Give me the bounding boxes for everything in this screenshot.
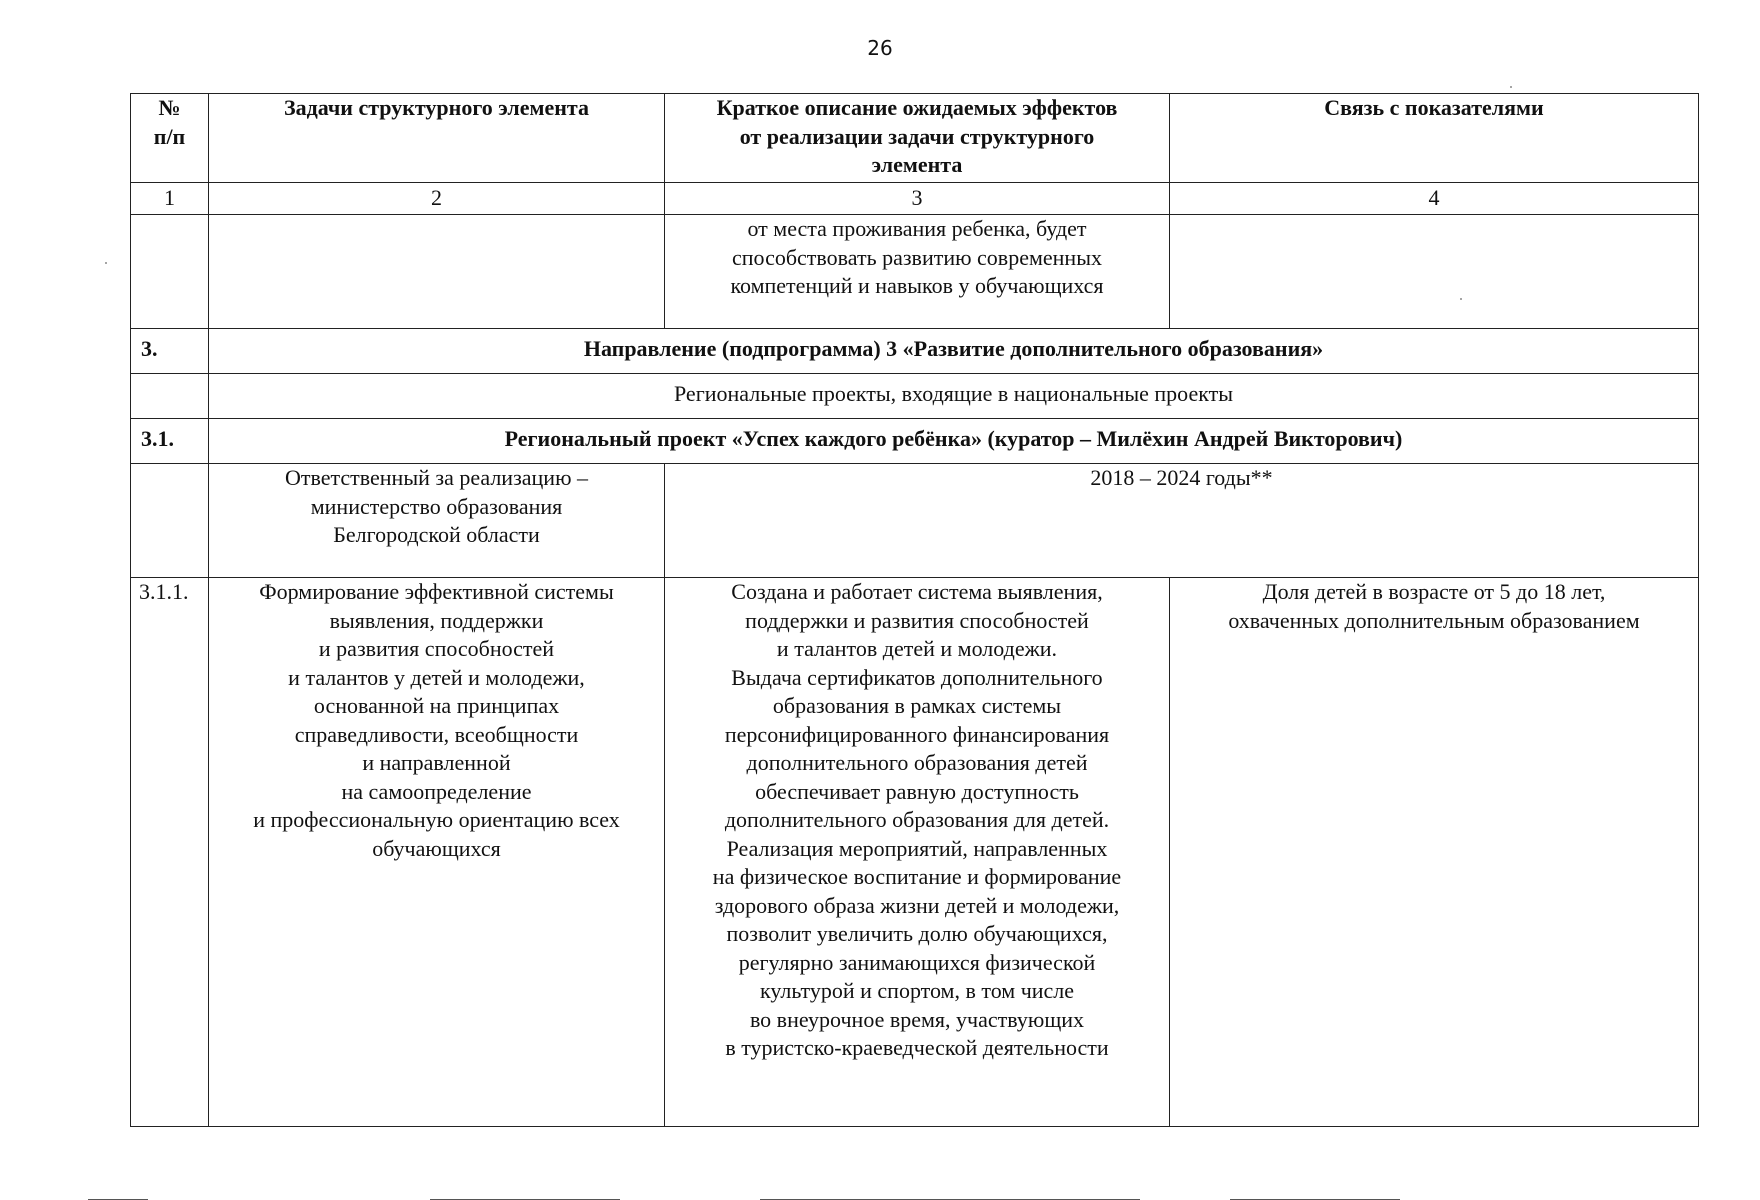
indicators-text: Доля детей в возрасте от 5 до 18 лет, охваченных дополнительным образованием (1170, 578, 1699, 1127)
project-row (131, 419, 1699, 464)
direction-number: 3. (131, 329, 209, 374)
scan-speck (105, 262, 107, 264)
continuation-task-cell (209, 215, 665, 329)
scan-speck (1460, 298, 1462, 300)
task-text: Формирование эффективной системы выявления, поддержки и развития способностей и талантов у детей и молодежи, основанной на принципах справедливости, всеобщности и направленной на самоопределение и профессиональную ориентацию всех обучающихся (209, 578, 665, 1127)
continuation-number-cell (131, 215, 209, 329)
column-number-2: 2 (209, 183, 665, 215)
direction-row (131, 329, 1699, 374)
regional-projects-row (131, 374, 1699, 419)
structural-element-table (130, 93, 1699, 1127)
task-number: 3.1.1. (131, 578, 209, 1127)
header-indicators: Связь с показателями (1170, 94, 1699, 183)
continuation-indicators-cell (1170, 215, 1699, 329)
project-title: Региональный проект «Успех каждого ребёнка» (куратор – Милёхин Андрей Викторович) (209, 419, 1699, 464)
header-tasks: Задачи структурного элемента (209, 94, 665, 183)
responsible-row (131, 464, 1699, 578)
responsible-text: Ответственный за реализацию – министерство образования Белгородской области (209, 464, 665, 578)
header-number: № п/п (131, 94, 209, 183)
regional-projects-number-cell (131, 374, 209, 419)
direction-title: Направление (подпрограмма) 3 «Развитие дополнительного образования» (209, 329, 1699, 374)
effects-text: Создана и работает система выявления, поддержки и развития способностей и талантов детей и молодежи. Выдача сертификатов дополнительного образования в рамках системы персонифицированного финансирования дополнительного образования детей обеспечивает равную доступность дополнительного образования для детей. Реализация мероприятий, направленных на физическое воспитание и формирование здорового образа жизни детей и молодежи, позволит увеличить долю обучающихся, регулярно занимающихся физической культурой и спортом, в том числе во внеурочное время, участвующих в туристско-краеведческой деятельности (665, 578, 1170, 1127)
continuation-row (131, 215, 1699, 329)
regional-projects-title: Региональные проекты, входящие в национальные проекты (209, 374, 1699, 419)
column-number-1: 1 (131, 183, 209, 215)
task-row (131, 578, 1699, 1127)
continuation-effects-text: от места проживания ребенка, будет способствовать развитию современных компетенций и навыков у обучающихся (665, 215, 1170, 329)
header-effects: Краткое описание ожидаемых эффектов от реализации задачи структурного элемента (665, 94, 1170, 183)
column-number-4: 4 (1170, 183, 1699, 215)
scan-speck (1510, 86, 1512, 88)
responsible-number-cell (131, 464, 209, 578)
period-text: 2018 – 2024 годы** (665, 464, 1699, 578)
column-number-3: 3 (665, 183, 1170, 215)
table-header-row (131, 94, 1699, 183)
project-number: 3.1. (131, 419, 209, 464)
page-number: 26 (867, 36, 893, 60)
column-numbers-row (131, 183, 1699, 215)
